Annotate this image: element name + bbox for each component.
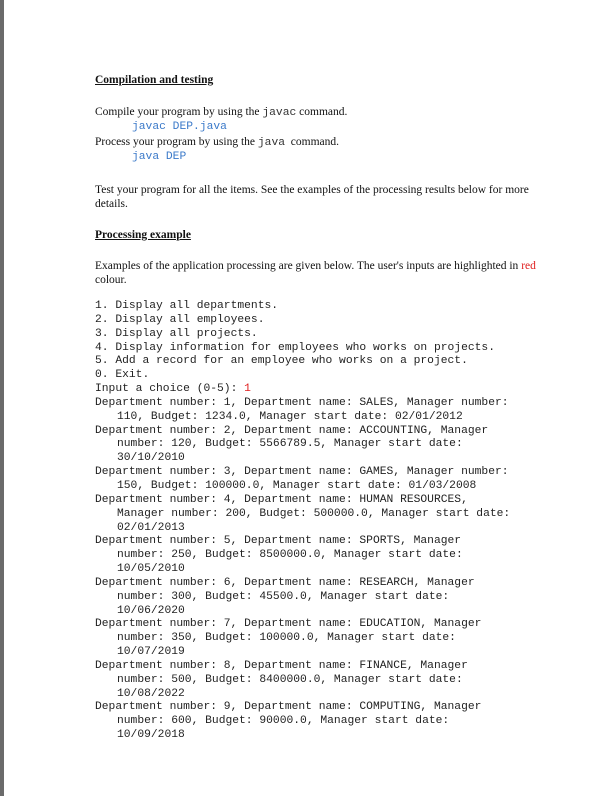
- processing-heading: Processing example: [95, 229, 191, 241]
- document-page: [4, 0, 610, 796]
- menu-line-1: 1. Display all departments.: [95, 300, 279, 312]
- record-line: 10/06/2020: [117, 604, 185, 617]
- menu-line-0: 0. Exit.: [95, 369, 150, 382]
- process-text-before: Process your program by using the: [95, 135, 258, 148]
- record-line: 10/08/2022: [117, 687, 185, 700]
- record-line: 150, Budget: 100000.0, Manager start date: 01/03/2008: [117, 479, 477, 492]
- record-6: [95, 577, 540, 619]
- record-line: Department number: 3, Department name: GAMES, Manager number:: [95, 466, 509, 479]
- prompt-text: Input a choice (0-5):: [95, 383, 245, 396]
- record-line: 10/07/2019: [117, 646, 185, 659]
- prompt-line: [95, 383, 540, 397]
- record-2: [95, 425, 540, 467]
- record-line: Department number: 4, Department name: HUMAN RESOURCES,: [95, 493, 468, 506]
- record-line: Department number: 7, Department name: EDUCATION, Manager: [95, 618, 482, 631]
- record-line: number: 300, Budget: 45500.0, Manager start date:: [117, 590, 450, 603]
- record-line: number: 350, Budget: 100000.0, Manager start date:: [117, 632, 456, 645]
- record-line: 30/10/2010: [117, 452, 185, 465]
- record-line: 10/05/2010: [117, 563, 185, 576]
- compile-text-before: Compile your program by using the: [95, 106, 263, 118]
- record-line: Department number: 1, Department name: SALES, Manager number:: [95, 396, 509, 409]
- record-1: [95, 397, 540, 425]
- record-line: Department number: 8, Department name: FINANCE, Manager: [95, 659, 468, 672]
- record-8: [95, 660, 540, 702]
- record-5: [95, 535, 540, 577]
- menu-line-5: 5. Add a record for an employee who works on a project.: [95, 355, 468, 368]
- record-3: [95, 466, 540, 494]
- record-line: Department number: 6, Department name: RESEARCH, Manager: [95, 576, 475, 589]
- record-7: [95, 618, 540, 660]
- menu-line-2: 2. Display all employees.: [95, 313, 265, 326]
- compile-text-after: command.: [296, 106, 348, 118]
- process-instruction: [95, 135, 540, 150]
- process-cmd-inline: java: [257, 136, 286, 149]
- compile-cmd-inline: javac: [262, 107, 297, 119]
- process-example: java DEP: [132, 150, 187, 163]
- record-line: 02/01/2013: [117, 521, 185, 534]
- console-output: [95, 300, 540, 743]
- record-line: number: 500, Budget: 8400000.0, Manager start date:: [117, 673, 463, 686]
- compile-instruction: [95, 105, 540, 120]
- menu-line-3: 3. Display all projects.: [95, 327, 258, 340]
- record-line: number: 600, Budget: 90000.0, Manager start date:: [117, 715, 450, 728]
- menu-line-4: 4. Display information for employees who works on projects.: [95, 341, 495, 354]
- record-9: [95, 701, 540, 743]
- intro-after: colour.: [95, 274, 127, 286]
- record-line: 10/09/2018: [117, 729, 185, 742]
- page-content: [95, 73, 540, 743]
- department-records: [95, 397, 540, 743]
- record-line: number: 250, Budget: 8500000.0, Manager start date:: [117, 549, 463, 562]
- record-line: Department number: 2, Department name: ACCOUNTING, Manager: [95, 424, 489, 437]
- compilation-heading: Compilation and testing: [95, 74, 214, 86]
- intro-red-word: red: [521, 260, 536, 272]
- record-line: Department number: 5, Department name: SPORTS, Manager: [95, 535, 462, 548]
- process-text-after: command.: [285, 135, 340, 148]
- record-line: 110, Budget: 1234.0, Manager start date: 02/01/2012: [117, 410, 463, 423]
- test-instruction: Test your program for all the items. See the examples of the processing results below for more details.: [95, 184, 529, 210]
- intro-before: Examples of the application processing are given below. The user's inputs are highlighted in: [95, 260, 522, 272]
- record-line: Department number: 9, Department name: COMPUTING, Manager: [95, 701, 482, 714]
- processing-intro: [95, 259, 540, 287]
- record-line: number: 120, Budget: 5566789.5, Manager start date:: [117, 438, 463, 451]
- user-input: 1: [244, 383, 251, 396]
- record-4: [95, 494, 540, 536]
- record-line: Manager number: 200, Budget: 500000.0, Manager start date:: [117, 507, 511, 520]
- compile-example: javac DEP.java: [132, 121, 227, 133]
